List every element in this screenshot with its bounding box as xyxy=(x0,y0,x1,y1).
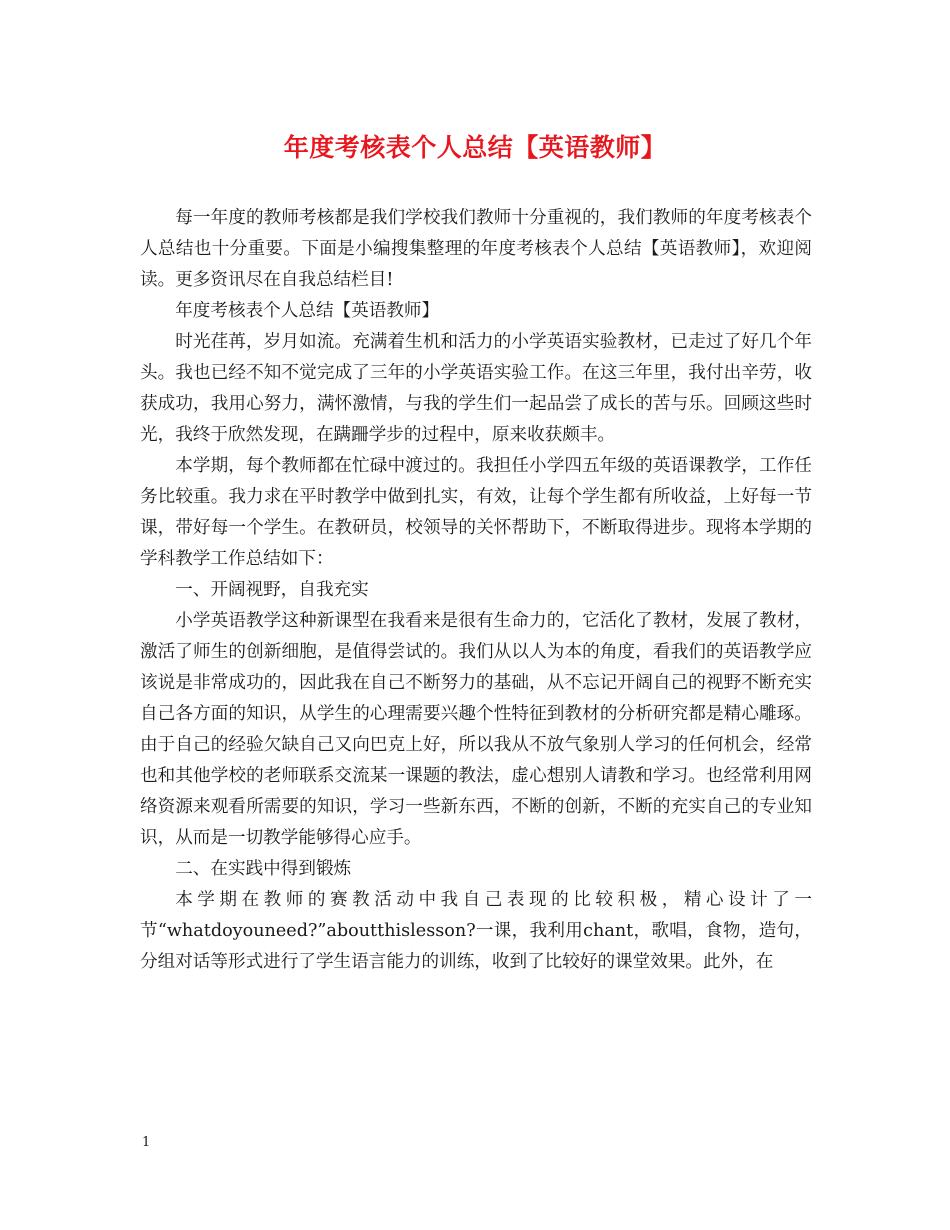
section-heading-2: 二、在实践中得到锻炼 xyxy=(175,859,352,879)
section-heading-1: 一、开阔视野，自我充实 xyxy=(175,580,369,600)
document-title: 年度考核表个人总结【英语教师】 xyxy=(283,133,667,162)
paragraph-section-2: 本学期在教师的赛教活动中我自己表现的比较积极，精心设计了一节“whatdoyouneed?”aboutthislesson?一课，我利用chant，歌唱，食物，造句，分组对话等形式进行了学生语言能力的训练，收到了比较好的课堂效果。此外，在 xyxy=(140,890,812,972)
paragraph-section-1: 小学英语教学这种新课型在我看来是很有生命力的，它活化了教材，发展了教材，激活了师生的创新细胞，是值得尝试的。我们从以人为本的角度，看我们的英语教学应该说是非常成功的，因此我在自己不断努力的基础，从不忘记开阔自己的视野不断充实自己各方面的知识，从学生的心理需要兴趣个性特征到教材的分析研究都是精心雕琢。由于自己的经验欠缺自己又向巴克上好，所以我从不放气象别人学习的任何机会，经常也和其他学校的老师联系交流某一课题的教法，虚心想别人请教和学习。也经常利用网络资源来观看所需要的知识，学习一些新东西，不断的创新，不断的充实自己的专业知识，从而是一切教学能够得心应手。 xyxy=(140,611,812,848)
paragraph-reflection: 时光荏苒，岁月如流。充满着生机和活力的小学英语实验教材，已走过了好几个年头。我也已经不知不觉完成了三年的小学英语实验工作。在这三年里，我付出辛劳，收获成功，我用心努力，满怀激情，与我的学生们一起品尝了成长的苦与乐。回顾这些时光，我终于欣然发现，在蹒跚学步的过程中，原来收获颇丰。 xyxy=(140,332,812,445)
paragraph-subtitle: 年度考核表个人总结【英语教师】 xyxy=(175,301,440,321)
paragraph-semester-overview: 本学期，每个教师都在忙碌中渡过的。我担任小学四五年级的英语课教学，工作任务比较重。我力求在平时教学中做到扎实，有效，让每个学生都有所收益，上好每一节课，带好每一个学生。在教研员，校领导的关怀帮助下，不断取得进步。现将本学期的学科教学工作总结如下： xyxy=(140,456,812,569)
paragraph-intro: 每一年度的教师考核都是我们学校我们教师十分重视的，我们教师的年度考核表个人总结也十分重要。下面是小编搜集整理的年度考核表个人总结【英语教师】，欢迎阅读。更多资讯尽在自我总结栏目! xyxy=(140,208,812,290)
page-number: 1 xyxy=(142,1135,151,1150)
document-body xyxy=(140,203,812,978)
